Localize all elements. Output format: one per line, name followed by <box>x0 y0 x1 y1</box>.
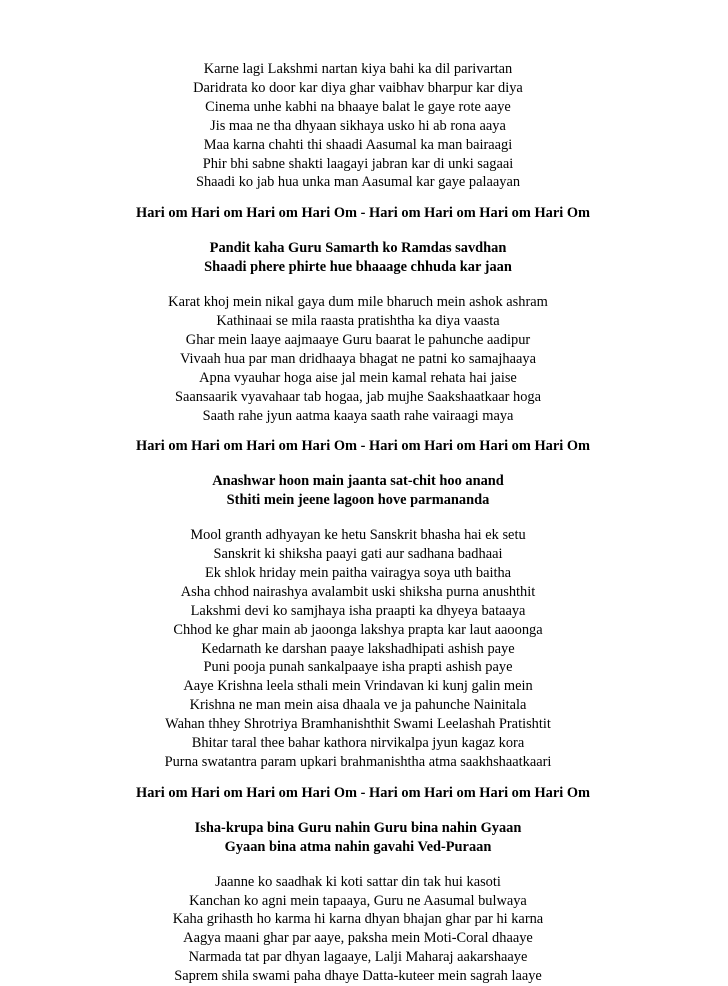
couplet-line: Shaadi phere phirte hue bhaaage chhuda kar jaan <box>204 259 512 276</box>
verse-line: Kathinaai se mila raasta pratishtha ka diya vaasta <box>216 312 500 329</box>
verse-line: Lakshmi devi ko samjhaya isha praapti ka dhyeya bataaya <box>190 602 526 619</box>
couplet-line: Pandit kaha Guru Samarth ko Ramdas savdhan <box>209 240 507 257</box>
verse-line: Kedarnath ke darshan paaye lakshadhipati ashish paye <box>201 640 515 657</box>
verse-line: Ghar mein laaye aajmaaye Guru baarat le pahunche aadipur <box>185 331 531 348</box>
couplet-2 <box>0 472 722 510</box>
verse-line: Jis maa ne tha dhyaan sikhaya usko hi ab rona aaya <box>210 117 506 134</box>
verse-line: Daridrata ko door kar diya ghar vaibhav bharpur kar diya <box>193 79 523 96</box>
verse-line: Saath rahe jyun aatma kaaya saath rahe vairaagi maya <box>202 407 514 424</box>
verse-line: Saansaarik vyavahaar tab hogaa, jab mujhe Saakshaatkaar hoga <box>174 388 541 405</box>
lyrics-page <box>0 60 728 986</box>
verse-line: Shaadi ko jab hua unka man Aasumal kar gaye palaayan <box>195 174 521 191</box>
verse-line: Kaha grihasth ho karma hi karna dhyan bhajan ghar par hi karna <box>172 911 544 928</box>
verse-line: Sanskrit ki shiksha paayi gati aur sadhana badhaai <box>213 546 503 563</box>
verse-line: Krishna ne man mein aisa dhaala ve ja pahunche Nainitala <box>189 697 527 714</box>
verse-line: Aaye Krishna leela sthali mein Vrindavan ki kunj galin mein <box>183 678 533 695</box>
verse-line: Ek shlok hriday mein paitha vairagya soya uth baitha <box>204 564 512 581</box>
verse-line: Apna vyauhar hoga aise jal mein kamal rehata hai jaise <box>199 369 517 386</box>
verse-line: Puni pooja punah sankalpaaye isha prapti ashish paye <box>203 659 513 676</box>
verse-line: Narmada tat par dhyan lagaaye, Lalji Maharaj aakarshaaye <box>188 949 528 966</box>
couplet-3 <box>0 819 722 857</box>
stanza-4 <box>0 873 722 986</box>
verse-line: Kanchan ko agni mein tapaaya, Guru ne Aasumal bulwaya <box>189 892 527 909</box>
couplet-line: Gyaan bina atma nahin gavahi Ved-Puraan <box>224 838 492 855</box>
verse-line: Maa karna chahti thi shaadi Aasumal ka man bairaagi <box>203 136 513 153</box>
couplet-line: Sthiti mein jeene lagoon hove parmananda <box>226 492 490 509</box>
stanza-1 <box>0 60 722 192</box>
verse-line: Saprem shila swami paha dhaye Datta-kuteer mein sagrah laaye <box>174 968 542 985</box>
couplet-line: Anashwar hoon main jaanta sat-chit hoo anand <box>212 473 504 490</box>
stanza-3 <box>0 526 722 772</box>
verse-line: Karne lagi Lakshmi nartan kiya bahi ka dil parivartan <box>203 61 513 77</box>
stanza-2 <box>0 293 722 425</box>
verse-line: Jaanne ko saadhak ki koti sattar din tak hui kasoti <box>215 873 501 890</box>
verse-line: Cinema unhe kabhi na bhaaye balat le gaye rote aaye <box>205 98 511 115</box>
verse-line: Karat khoj mein nikal gaya dum mile bharuch mein ashok ashram <box>168 294 548 311</box>
verse-line: Phir bhi sabne shakti laagayi jabran kar di unki sagaai <box>202 155 514 172</box>
verse-line: Wahan thhey Shrotriya Bramhanishthit Swami Leelashah Pratishtit <box>165 716 551 733</box>
verse-line: Bhitar taral thee bahar kathora nirvikalpa jyun kagaz kora <box>191 735 525 752</box>
verse-line: Vivaah hua par man dridhaaya bhagat ne patni ko samajhaaya <box>180 350 536 367</box>
verse-line: Mool granth adhyayan ke hetu Sanskrit bhasha hai ek setu <box>190 527 526 544</box>
couplet-1 <box>0 239 722 277</box>
verse-line: Chhod ke ghar main ab jaoonga lakshya prapta kar laut aaoonga <box>173 621 543 638</box>
chorus-line: Hari om Hari om Hari om Hari Om - Hari om Hari om Hari om Hari Om <box>136 205 591 222</box>
verse-line: Aagya maani ghar par aaye, paksha mein Moti-Coral dhaaye <box>183 930 533 947</box>
couplet-line: Isha-krupa bina Guru nahin Guru bina nahin Gyaan <box>194 819 522 836</box>
chorus-line: Hari om Hari om Hari om Hari Om - Hari om Hari om Hari om Hari Om <box>136 784 591 801</box>
verse-line: Purna swatantra param upkari brahmanishtha atma saakhshaatkaari <box>164 754 552 770</box>
verse-line: Asha chhod nairashya avalambit uski shiksha purna anushthit <box>180 583 536 600</box>
chorus-line: Hari om Hari om Hari om Hari Om - Hari om Hari om Hari om Hari Om <box>136 438 591 455</box>
